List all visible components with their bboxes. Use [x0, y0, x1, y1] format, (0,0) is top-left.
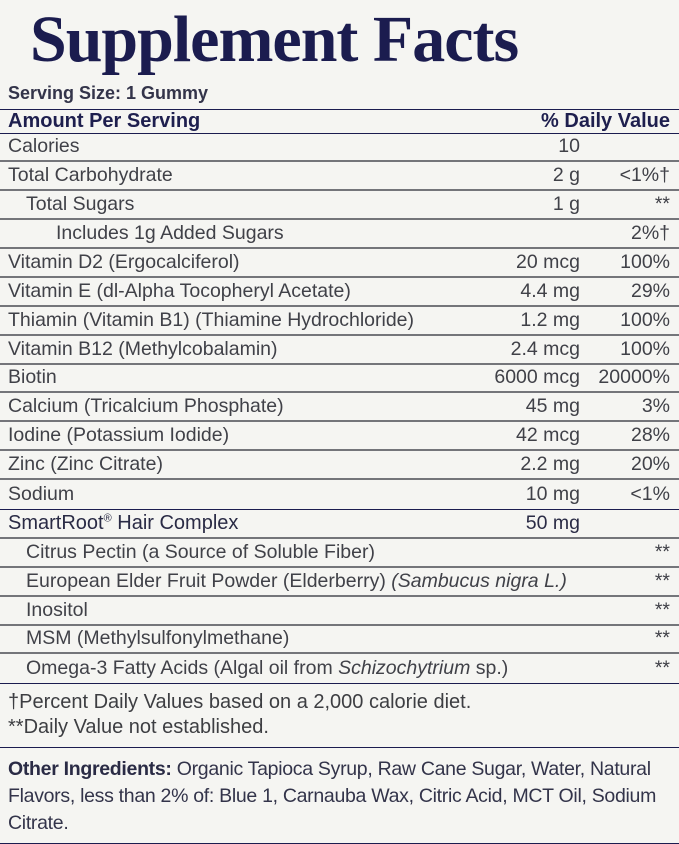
daily-value: 100%	[620, 308, 670, 331]
amount-value: 42 mcg	[516, 424, 580, 447]
table-row	[0, 422, 679, 451]
table-row	[0, 249, 679, 278]
ingredient-name: Sodium	[8, 483, 75, 506]
daily-value: **	[654, 193, 670, 216]
ingredient-name: MSM (Methylsulfonylmethane)	[26, 627, 290, 650]
amount-value: 6000 mcg	[494, 366, 580, 389]
ingredient-name: Vitamin B12 (Methylcobalamin)	[8, 337, 278, 360]
other-ingredients	[0, 748, 679, 843]
ingredient-name: Total Sugars	[26, 193, 135, 216]
amount-value: 1.2 mg	[520, 308, 580, 331]
amount-value: 20 mcg	[516, 250, 580, 273]
amount-value: 10	[558, 135, 580, 158]
daily-value: **	[654, 657, 670, 680]
table-row	[0, 220, 679, 249]
daily-value: 29%	[630, 279, 670, 302]
footnote-daily-values: †Percent Daily Values based on a 2,000 calorie diet.	[8, 691, 472, 714]
table-row	[0, 626, 679, 655]
daily-value: 3%	[641, 395, 670, 418]
nutrient-rows	[0, 133, 679, 509]
amount-value: 45 mg	[525, 395, 580, 418]
daily-value: **	[654, 540, 670, 563]
ingredient-name: SmartRoot® Hair Complex	[8, 511, 239, 534]
daily-value: **	[654, 598, 670, 621]
other-ingredients-label: Other Ingredients:	[8, 758, 172, 781]
page-title: Supplement Facts	[30, 3, 519, 76]
amount-value: 2.4 mcg	[510, 337, 580, 360]
ingredient-name: Vitamin E (dl-Alpha Tocopheryl Acetate)	[8, 279, 351, 302]
ingredient-name: Vitamin D2 (Ergocalciferol)	[8, 250, 240, 273]
table-row	[0, 365, 679, 394]
column-header-daily-value: % Daily Value	[541, 109, 670, 132]
amount-value: 50 mg	[525, 511, 580, 534]
ingredient-name: Iodine (Potassium Iodide)	[8, 424, 230, 447]
amount-value: 2.2 mg	[520, 453, 580, 476]
ingredient-name: Zinc (Zinc Citrate)	[8, 453, 163, 476]
table-row	[0, 393, 679, 422]
footnote-not-established: **Daily Value not established.	[8, 715, 269, 738]
complex-rows	[0, 510, 679, 683]
daily-value: 2%†	[630, 222, 670, 245]
ingredient-name: Calcium (Tricalcium Phosphate)	[8, 395, 284, 418]
footnotes	[0, 684, 679, 747]
amount-value: 10 mg	[525, 483, 580, 506]
column-header-row	[0, 110, 679, 133]
ingredient-name: Citrus Pectin (a Source of Soluble Fiber)	[26, 540, 375, 563]
ingredient-name: Omega-3 Fatty Acids (Algal oil from Schizochytrium sp.)	[26, 657, 509, 680]
daily-value: 100%	[620, 337, 670, 360]
daily-value: 100%	[620, 250, 670, 273]
daily-value: 28%	[630, 424, 670, 447]
ingredient-name: Biotin	[8, 366, 57, 389]
daily-value: 20000%	[598, 366, 670, 389]
ingredient-name: Inositol	[26, 598, 88, 621]
amount-value: 2 g	[552, 164, 580, 187]
table-row	[0, 133, 679, 162]
ingredient-name: Includes 1g Added Sugars	[56, 222, 284, 245]
ingredient-name: Total Carbohydrate	[8, 164, 173, 187]
daily-value: <1%	[630, 483, 670, 506]
table-row	[0, 480, 679, 509]
other-ingredients-text: Organic Tapioca Syrup, Raw Cane Sugar, Water, Natural Flavors, less than 2% of: Blue 1, Carnauba Wax, Citric Acid, MCT Oil, Sodium Citrate.	[8, 758, 657, 835]
daily-value: <1%†	[619, 164, 670, 187]
table-row	[0, 654, 679, 683]
amount-value: 4.4 mg	[520, 279, 580, 302]
table-row	[0, 539, 679, 568]
table-row	[0, 336, 679, 365]
table-row	[0, 597, 679, 626]
amount-value: 1 g	[552, 193, 580, 216]
ingredient-name: European Elder Fruit Powder (Elderberry) (Sambucus nigra L.)	[26, 569, 567, 592]
table-row	[0, 191, 679, 220]
daily-value: **	[654, 627, 670, 650]
table-row	[0, 162, 679, 191]
ingredient-name: Calories	[8, 135, 80, 158]
table-row	[0, 307, 679, 336]
ingredient-name: Thiamin (Vitamin B1) (Thiamine Hydrochloride)	[8, 308, 415, 331]
daily-value: 20%	[630, 453, 670, 476]
table-row	[0, 510, 679, 539]
table-row	[0, 451, 679, 480]
daily-value: **	[654, 569, 670, 592]
serving-size-text: Serving Size: 1 Gummy	[8, 83, 209, 103]
column-header-amount: Amount Per Serving	[8, 109, 201, 132]
table-row	[0, 568, 679, 597]
table-row	[0, 278, 679, 307]
